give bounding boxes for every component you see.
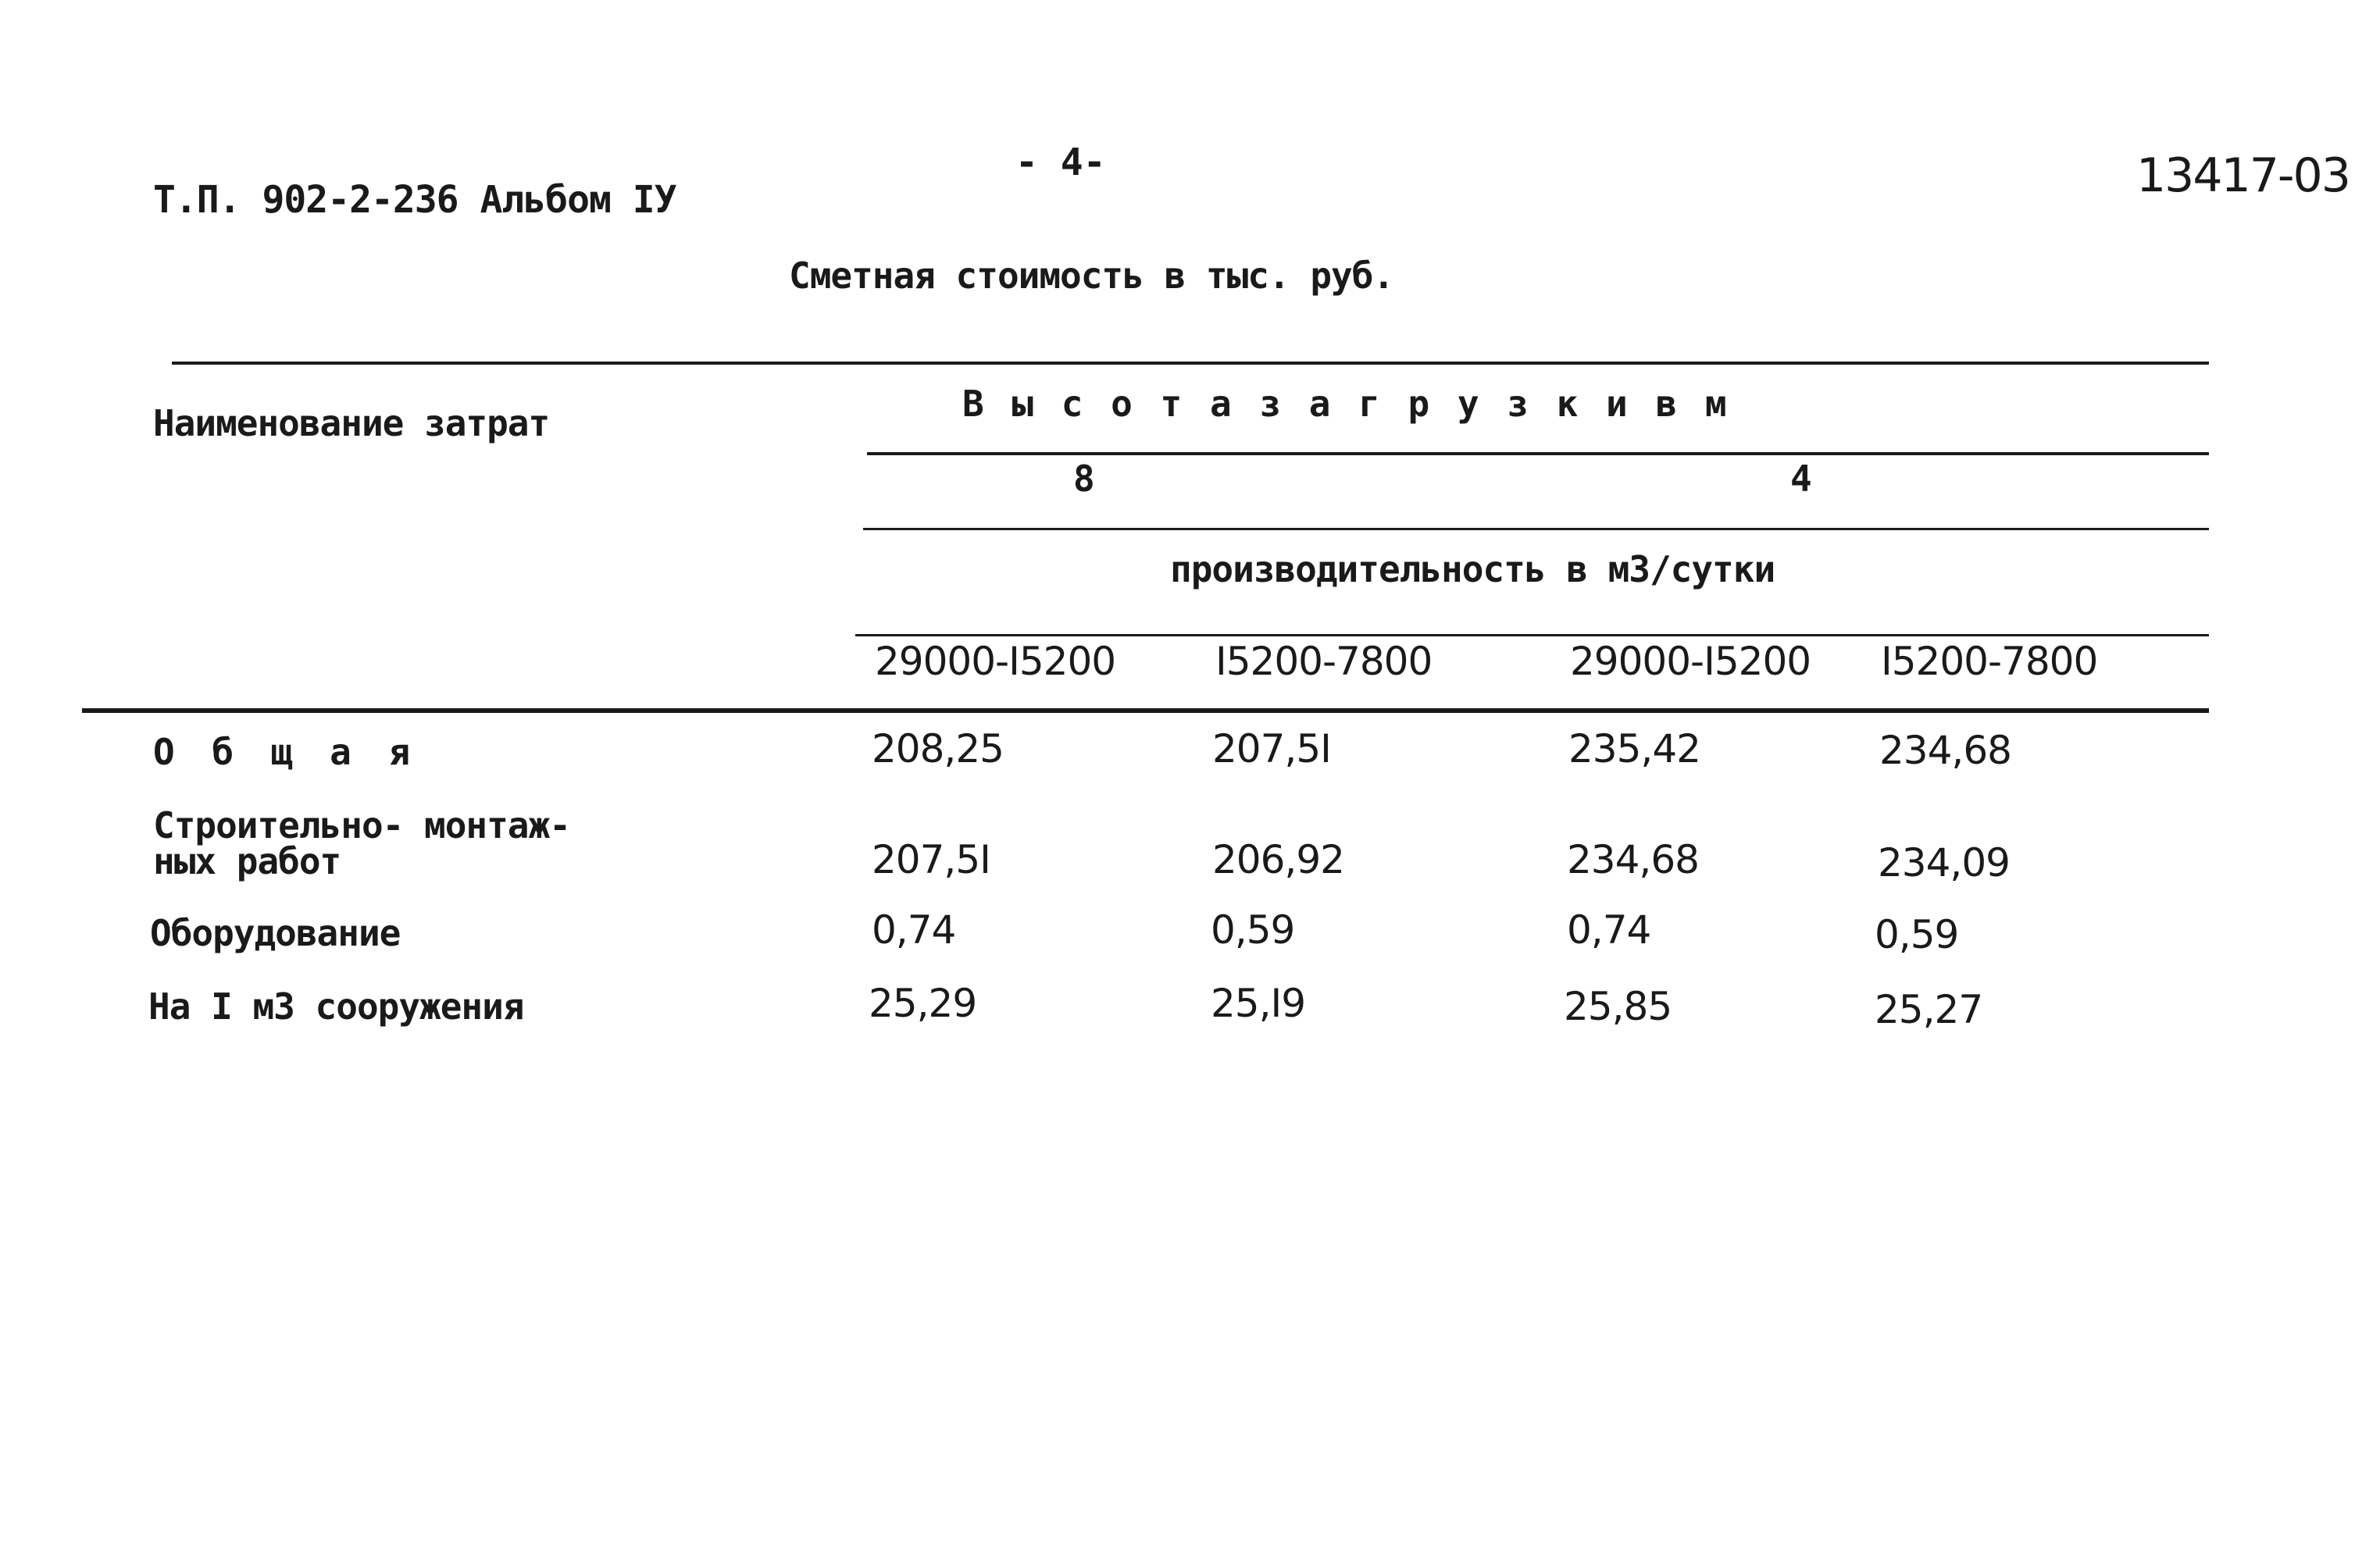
capacity-rule [855,634,2209,636]
table-cell: 234,68 [1567,837,1699,882]
table-cell: 207,5I [872,837,990,882]
table-cell: 25,I9 [1211,981,1306,1026]
height-header-rule [867,452,2209,455]
row-label-construction-line2: ных работ [153,840,341,882]
table-cell: 234,68 [1879,728,2011,773]
table-cell: 25,85 [1564,984,1672,1029]
row-label-per-cubic-meter: На I м3 сооружения [148,985,524,1028]
archive-number: 13417-03 [2136,148,2350,203]
range-header-4: I5200-7800 [1881,639,2098,684]
table-cell: 0,74 [1567,907,1651,953]
range-header-1: 29000-I5200 [875,639,1116,684]
document-reference: Т.П. 902-2-236 Альбом IУ [153,178,676,222]
height-value-8: 8 [1073,458,1095,500]
height-values-rule [863,528,2209,530]
column-header-name: Наименование затрат [153,402,550,444]
loading-height-header: В ы с о т а з а г р у з к и в м [962,383,1730,425]
row-label-total: О б щ а я [153,731,419,773]
row-label-equipment: Оборудование [150,912,401,954]
page-number: - 4- [1015,141,1106,184]
table-top-rule [172,362,2209,365]
table-caption: Сметная стоимость в тыс. руб. [789,255,1394,297]
table-cell: 207,5I [1212,726,1331,771]
table-cell: 25,29 [869,981,977,1026]
table-cell: 0,74 [872,907,956,953]
table-cell: 206,92 [1212,837,1344,882]
table-cell: 208,25 [872,726,1004,771]
capacity-header: производительность в м3/сутки [1170,548,1775,590]
height-value-4: 4 [1790,458,1812,500]
table-cell: 0,59 [1211,907,1295,953]
table-cell: 234,09 [1878,840,2010,885]
table-cell: 25,27 [1875,987,1983,1032]
range-header-2: I5200-7800 [1215,639,1433,684]
range-header-3: 29000-I5200 [1570,639,1811,684]
table-cell: 0,59 [1875,912,1959,957]
row-label-construction-line1: Строительно- монтаж- [153,804,570,846]
table-cell: 235,42 [1568,726,1700,771]
header-bottom-rule [82,708,2209,713]
